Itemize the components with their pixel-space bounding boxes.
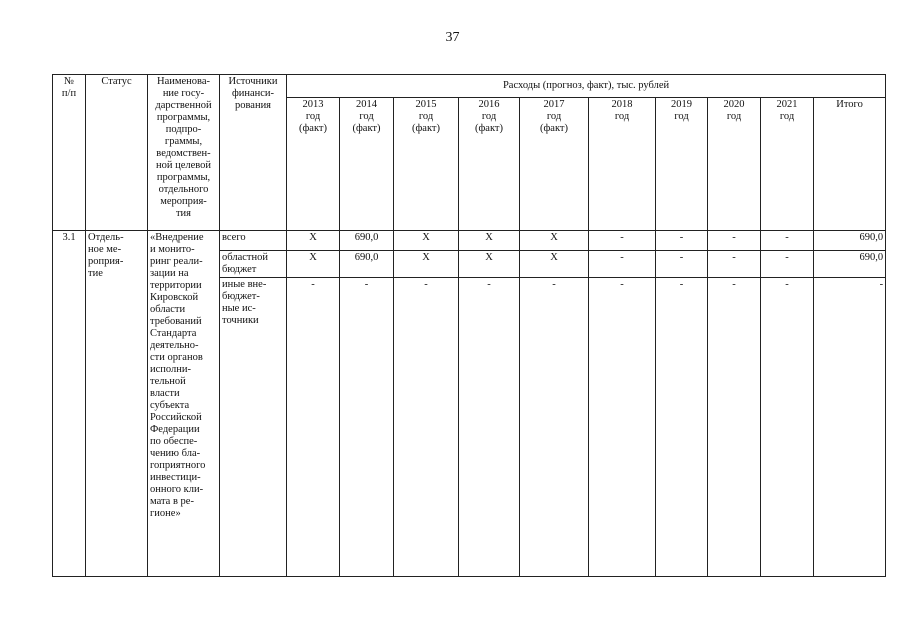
header-year-2016: 2016 год (факт) bbox=[459, 98, 520, 231]
budget-table bbox=[52, 74, 886, 577]
source-label-other: иные вне- бюджет- ные ис- точники bbox=[220, 278, 287, 577]
cell-all-2020: - bbox=[708, 231, 761, 251]
cell-regional-2021: - bbox=[761, 251, 814, 278]
cell-all-2019: - bbox=[656, 231, 708, 251]
source-label-regional: областной бюджет bbox=[220, 251, 287, 278]
cell-regional-2018: - bbox=[589, 251, 656, 278]
cell-all-2018: - bbox=[589, 231, 656, 251]
cell-all-2014: 690,0 bbox=[340, 231, 394, 251]
cell-all-2013: Х bbox=[287, 231, 340, 251]
cell-regional-2016: Х bbox=[459, 251, 520, 278]
header-expenses: Расходы (прогноз, факт), тыс. рублей bbox=[287, 75, 886, 98]
cell-all-2016: Х bbox=[459, 231, 520, 251]
row-num: 3.1 bbox=[53, 231, 86, 577]
cell-other-2016: - bbox=[459, 278, 520, 577]
header-year-2013: 2013 год (факт) bbox=[287, 98, 340, 231]
row-name: «Внедрение и монито- ринг реали- зации на территории Кировской области требований Стандарта деятельно- сти органов исполни- тельной власти субъекта Российской Федерации по обеспе- чению бла- гоприятного инвестици- онного кли- мата в ре- гионе» bbox=[148, 231, 220, 577]
cell-all-2015: Х bbox=[394, 231, 459, 251]
cell-other-total: - bbox=[814, 278, 886, 577]
cell-other-2020: - bbox=[708, 278, 761, 577]
header-status: Статус bbox=[86, 75, 148, 231]
cell-regional-2013: Х bbox=[287, 251, 340, 278]
header-year-2017: 2017 год (факт) bbox=[520, 98, 589, 231]
header-year-2014: 2014 год (факт) bbox=[340, 98, 394, 231]
cell-all-2021: - bbox=[761, 231, 814, 251]
cell-other-2015: - bbox=[394, 278, 459, 577]
header-total: Итого bbox=[814, 98, 886, 231]
header-year-2015: 2015 год (факт) bbox=[394, 98, 459, 231]
header-num: № п/п bbox=[53, 75, 86, 231]
table-row-all bbox=[53, 231, 886, 251]
source-label-all: всего bbox=[220, 231, 287, 251]
header-year-2020: 2020 год bbox=[708, 98, 761, 231]
cell-other-2017: - bbox=[520, 278, 589, 577]
row-status: Отдель- ное ме- роприя- тие bbox=[86, 231, 148, 577]
cell-other-2013: - bbox=[287, 278, 340, 577]
cell-other-2014: - bbox=[340, 278, 394, 577]
header-name: Наименова- ние госу- дарственной программы, подпро- граммы, ведомствен- ной целевой программы, отдельного мероприя- тия bbox=[148, 75, 220, 231]
cell-regional-2014: 690,0 bbox=[340, 251, 394, 278]
header-sources: Источники финанси- рования bbox=[220, 75, 287, 231]
header-year-2021: 2021 год bbox=[761, 98, 814, 231]
cell-all-2017: Х bbox=[520, 231, 589, 251]
cell-regional-2020: - bbox=[708, 251, 761, 278]
cell-other-2021: - bbox=[761, 278, 814, 577]
cell-regional-2015: Х bbox=[394, 251, 459, 278]
header-year-2019: 2019 год bbox=[656, 98, 708, 231]
page-number: 37 bbox=[445, 30, 460, 45]
cell-regional-total: 690,0 bbox=[814, 251, 886, 278]
cell-all-total: 690,0 bbox=[814, 231, 886, 251]
cell-other-2018: - bbox=[589, 278, 656, 577]
cell-other-2019: - bbox=[656, 278, 708, 577]
cell-regional-2017: Х bbox=[520, 251, 589, 278]
header-year-2018: 2018 год bbox=[589, 98, 656, 231]
cell-regional-2019: - bbox=[656, 251, 708, 278]
